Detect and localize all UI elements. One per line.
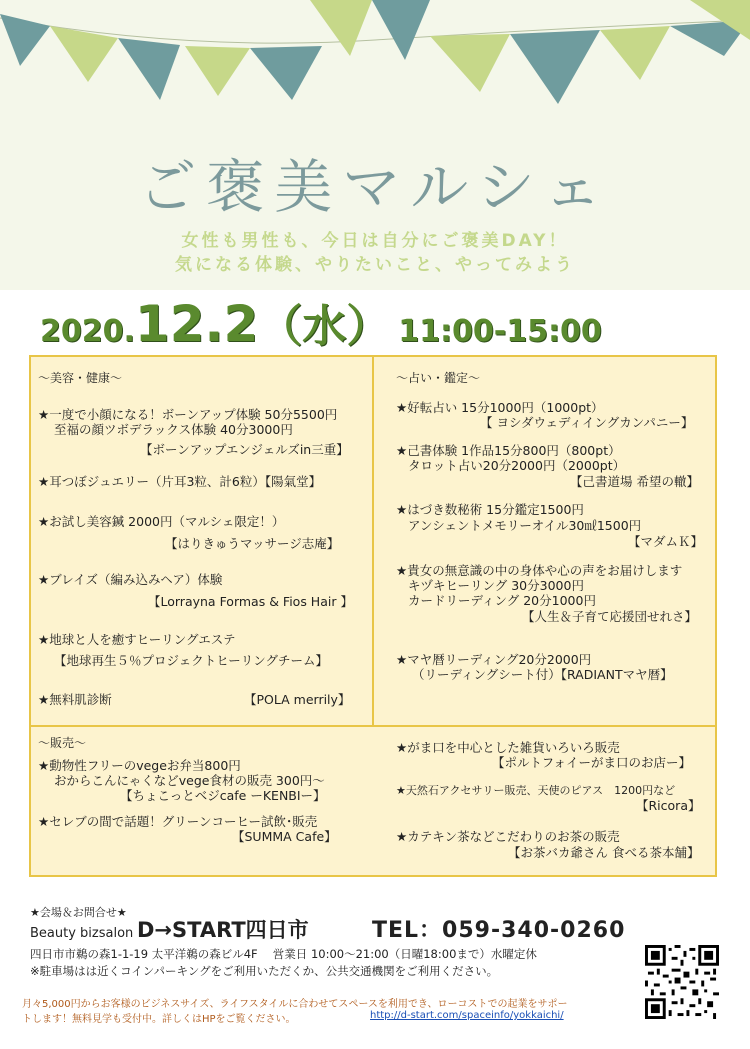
- sales-item-1-line1: ★動物性フリーのvegeお弁当800円: [38, 758, 241, 773]
- beauty-item-3-line1: ★お試し美容鍼 2000円（マルシェ限定！）: [38, 514, 285, 529]
- address: 四日市市鵜の森1-1-19 太平洋鵜の森ビル4F 営業日 10:00～21:00（日曜18:00まで）水曜定休: [30, 947, 537, 961]
- beauty-item-1-vendor: 【ボーンアップエンジェルズin三重】: [140, 442, 349, 457]
- sales-right-item-2-vendor: 【Ricora】: [636, 798, 701, 813]
- fortune-item-4-line3: カードリーディング 20分1000円: [408, 593, 596, 608]
- fortune-item-2-line2: タロット占い20分2000円（2000pt）: [408, 458, 626, 473]
- fortune-item-4-line1: ★貴女の無意識の中の身体や心の声をお届けします: [396, 563, 683, 578]
- fortune-item-2-vendor: 【己書道場 希望の轍】: [570, 474, 699, 489]
- subtitle-line-2: 気になる体験、やりたいこと、やってみよう: [175, 255, 575, 275]
- date-year: 2020.: [40, 314, 135, 349]
- fortune-heading: ～占い・鑑定～: [396, 371, 481, 385]
- beauty-item-2-line1: ★耳つぼジュエリー（片耳3粒、計6粒）【陽氣堂】: [38, 474, 322, 489]
- fortune-item-1-vendor: 【 ヨシダウェディイングカンパニー】: [480, 415, 694, 430]
- event-date: [40, 290, 602, 354]
- parking-note: ※駐車場はは近くコインパーキングをご利用いただくか、公共交通機関をご利用ください。: [30, 964, 499, 978]
- fortune-item-4-line2: キヅキヒーリング 30分3000円: [408, 578, 584, 593]
- promo-note-line2: トします！無料見学も受付中。詳しくはHPをご覧ください。: [22, 1014, 296, 1025]
- fortune-item-3-line2: アンシェントメモリーオイル30㎖1500円: [408, 518, 642, 533]
- sales-right-item-3-vendor: 【お茶バカ爺さん 食べる茶本舗】: [508, 845, 700, 860]
- sales-right-item-3-line1: ★カテキン茶などこだわりのお茶の販売: [396, 829, 620, 844]
- beauty-item-4-line1: ★ブレイズ（編み込みヘア）体験: [38, 572, 223, 587]
- sales-item-1-vendor: 【ちょこっとベジcafe ーKENBIー】: [120, 788, 326, 803]
- fortune-item-5-line1: ★マヤ暦リーディング20分2000円: [396, 652, 592, 667]
- beauty-heading: ～美容・健康～: [38, 371, 123, 385]
- beauty-item-5-line1: ★地球と人を癒すヒーリングエステ: [38, 632, 236, 647]
- fortune-item-4-vendor: 【人生＆子育て応援団せれさ】: [522, 609, 698, 624]
- qr-code-icon[interactable]: [645, 945, 719, 1019]
- promo-note-line1: 月々5,000円からお客様のビジネスサイズ、ライフスタイルに合わせてスペースを利用でき、ローコストでの起業をサポー: [22, 999, 568, 1010]
- fortune-item-2-line1: ★己書体験 1作品15分800円（800pt）: [396, 443, 621, 458]
- sales-item-2-line1: ★セレブの間で話題！グリーンコーヒー試飲･販売: [38, 814, 318, 829]
- sales-item-1-line2: おからこんにゃくなどvege食材の販売 300円～: [54, 773, 325, 788]
- sales-item-2-vendor: 【SUMMA Cafe】: [232, 829, 337, 844]
- beauty-item-6-vendor: 【POLA merrily】: [244, 692, 351, 707]
- date-weekday: （水）: [258, 301, 391, 352]
- fortune-item-3-line1: ★はづき数秘術 15分鑑定1500円: [396, 502, 584, 517]
- date-time: 11:00-15:00: [398, 314, 602, 349]
- sales-right-item-1-vendor: 【ポルトフォイーがま口のお店ー】: [492, 755, 692, 770]
- sales-heading: ～販売～: [38, 736, 87, 750]
- date-day: 12.2: [134, 295, 259, 353]
- sales-right-item-2-line1: ★天然石アクセサリー販売、天使のピアス 1200円など: [396, 784, 676, 797]
- beauty-item-5-vendor: 【地球再生５％プロジェクトヒーリングチーム】: [54, 653, 329, 668]
- brand-name: D→START四日市: [137, 918, 309, 942]
- fortune-item-1-line1: ★好転占い 15分1000円（1000pt）: [396, 400, 604, 415]
- section-divider: [31, 725, 715, 727]
- beauty-item-1-line1: ★一度で小顔になる！ボーンアップ体験 50分5500円: [38, 407, 338, 422]
- beauty-item-4-vendor: 【Lorrayna Formas & Fios Hair 】: [148, 594, 353, 609]
- fortune-item-5-line2: （リーディングシート付）【RADIANTマヤ暦】: [412, 667, 673, 682]
- header-banner: [0, 0, 750, 290]
- column-divider: [372, 357, 374, 725]
- beauty-item-1-line2: 至福の顔ツボデラックス体験 40分3000円: [54, 422, 293, 437]
- subtitle-line-1: 女性も男性も、今日は自分にご褒美DAY！: [181, 231, 569, 251]
- venue-label: ★会場＆お問合せ★: [30, 906, 127, 919]
- phone-number: TEL：059-340-0260: [372, 918, 626, 943]
- website-link[interactable]: http://d-start.com/spaceinfo/yokkaichi/: [370, 1010, 564, 1021]
- bunting-flags-decoration: [0, 0, 750, 120]
- beauty-item-3-vendor: 【はりきゅうマッサージ志庵】: [165, 536, 340, 551]
- event-title: ご褒美マルシェ: [138, 153, 612, 221]
- brand-small: Beauty bizsalon: [30, 926, 134, 941]
- fortune-item-3-vendor: 【マダムＫ】: [628, 534, 704, 549]
- beauty-item-6-line1: ★無料肌診断: [38, 692, 112, 707]
- sales-right-item-1-line1: ★がま口を中心とした雑貨いろいろ販売: [396, 740, 620, 755]
